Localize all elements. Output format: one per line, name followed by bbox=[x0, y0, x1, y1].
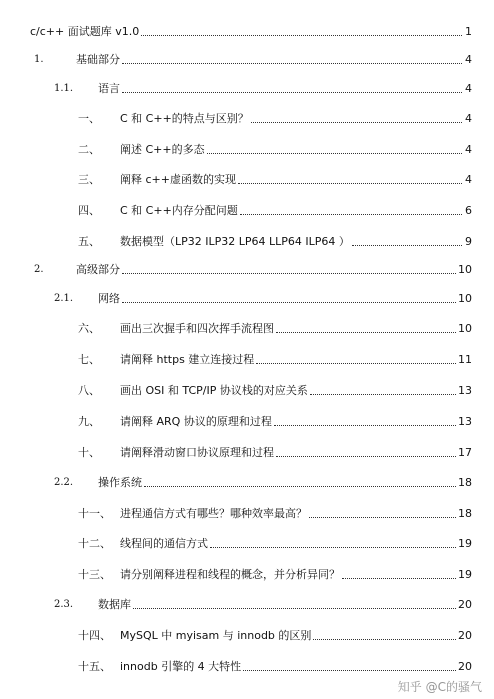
dot-leader bbox=[122, 92, 462, 93]
toc-entry-number: 一、 bbox=[78, 112, 100, 125]
toc-page-number: 19 bbox=[458, 568, 472, 581]
toc-entry-question[interactable] bbox=[78, 235, 472, 249]
toc-entry-text: 操作系统 bbox=[98, 476, 142, 489]
toc-page-number: 6 bbox=[465, 204, 472, 217]
dot-leader bbox=[256, 363, 456, 364]
toc-entry-text: 基础部分 bbox=[76, 53, 120, 66]
toc-page-number: 20 bbox=[458, 598, 472, 611]
toc-entry-number: 四、 bbox=[78, 204, 100, 217]
dot-leader bbox=[342, 578, 456, 579]
dot-leader bbox=[207, 153, 462, 154]
toc-entry-subsection[interactable] bbox=[54, 476, 472, 490]
toc-entry-text: 数据库 bbox=[98, 598, 131, 611]
dot-leader bbox=[276, 456, 456, 457]
toc-page-number: 13 bbox=[458, 384, 472, 397]
toc-entry-number: 八、 bbox=[78, 384, 100, 397]
toc-entry-text: 网络 bbox=[98, 292, 120, 305]
toc-entry-text: c/c++ 面试题库 v1.0 bbox=[30, 25, 140, 38]
toc-page-number: 4 bbox=[465, 173, 472, 186]
toc-entry-text: 请分别阐释进程和线程的概念，并分析异同？ bbox=[120, 568, 340, 581]
toc-entry-number: 十五、 bbox=[78, 660, 111, 673]
toc-entry-text: 阐释 c++虚函数的实现 bbox=[120, 173, 236, 186]
toc-page-number: 19 bbox=[458, 537, 472, 550]
toc-page-number: 18 bbox=[458, 476, 472, 489]
toc-entry-subsection[interactable] bbox=[54, 598, 472, 612]
dot-leader bbox=[238, 183, 462, 184]
toc-entry-number: 十三、 bbox=[78, 568, 111, 581]
dot-leader bbox=[144, 486, 456, 487]
dot-leader bbox=[122, 302, 456, 303]
toc-entry-number: 六、 bbox=[78, 322, 100, 335]
toc-entry-number: 2.1. bbox=[54, 293, 74, 304]
dot-leader bbox=[251, 122, 462, 123]
toc-page-number: 20 bbox=[458, 629, 472, 642]
toc-entry-question[interactable] bbox=[78, 507, 472, 521]
toc-page-number: 4 bbox=[465, 143, 472, 156]
toc-entry-title[interactable] bbox=[30, 25, 472, 39]
toc-entry-number: 五、 bbox=[78, 235, 100, 248]
toc-entry-question[interactable] bbox=[78, 173, 472, 187]
toc-entry-number: 七、 bbox=[78, 353, 100, 366]
toc-entry-text: innodb 引擎的 4 大特性 bbox=[120, 660, 242, 673]
toc-entry-question[interactable] bbox=[78, 537, 472, 551]
dot-leader bbox=[122, 273, 456, 274]
toc-entry-subsection[interactable] bbox=[54, 292, 472, 306]
toc-entry-question[interactable] bbox=[78, 446, 472, 460]
dot-leader bbox=[122, 63, 462, 64]
toc-entry-text: C 和 C++的特点与区别？ bbox=[120, 112, 249, 125]
toc-entry-question[interactable] bbox=[78, 204, 472, 218]
toc-entry-text: 高级部分 bbox=[76, 263, 120, 276]
toc-entry-text: 阐述 C++的多态 bbox=[120, 143, 205, 156]
toc-page-number: 9 bbox=[465, 235, 472, 248]
toc-page-number: 4 bbox=[465, 82, 472, 95]
toc-entry-question[interactable] bbox=[78, 660, 472, 674]
toc-page-number: 20 bbox=[458, 660, 472, 673]
dot-leader bbox=[240, 214, 462, 215]
dot-leader bbox=[276, 332, 456, 333]
toc-entry-number: 二、 bbox=[78, 143, 100, 156]
toc-entry-text: 画出 OSI 和 TCP/IP 协议栈的对应关系 bbox=[120, 384, 308, 397]
dot-leader bbox=[274, 425, 456, 426]
toc-entry-section[interactable] bbox=[34, 263, 472, 277]
watermark: 知乎 @C的骚气 bbox=[397, 680, 482, 694]
toc-entry-text: 画出三次握手和四次挥手流程图 bbox=[120, 322, 274, 335]
toc-entry-number: 1.1. bbox=[54, 83, 74, 94]
toc-entry-text: MySQL 中 myisam 与 innodb 的区别 bbox=[120, 629, 312, 642]
toc-entry-text: 进程通信方式有哪些？哪种效率最高？ bbox=[120, 507, 307, 520]
toc-entry-text: 请阐释滑动窗口协议原理和过程 bbox=[120, 446, 274, 459]
toc-entry-question[interactable] bbox=[78, 322, 472, 336]
toc-entry-subsection[interactable] bbox=[54, 82, 472, 96]
toc-page-number: 10 bbox=[458, 292, 472, 305]
dot-leader bbox=[243, 670, 456, 671]
toc-entry-text: 语言 bbox=[98, 82, 120, 95]
toc-entry-text: 线程间的通信方式 bbox=[120, 537, 208, 550]
toc-entry-number: 十、 bbox=[78, 446, 100, 459]
toc-entry-text: 数据模型（LP32 ILP32 LP64 LLP64 ILP64 ） bbox=[120, 235, 350, 248]
dot-leader bbox=[310, 394, 456, 395]
toc-entry-question[interactable] bbox=[78, 415, 472, 429]
toc-entry-number: 十二、 bbox=[78, 537, 111, 550]
toc-entry-question[interactable] bbox=[78, 568, 472, 582]
toc-entry-text: 请阐释 https 建立连接过程 bbox=[120, 353, 255, 366]
toc-entry-number: 十一、 bbox=[78, 507, 111, 520]
toc-entry-number: 三、 bbox=[78, 173, 100, 186]
toc-entry-number: 2.2. bbox=[54, 477, 74, 488]
toc-entry-text: C 和 C++内存分配问题 bbox=[120, 204, 238, 217]
toc-page-number: 10 bbox=[458, 322, 472, 335]
dot-leader bbox=[309, 517, 456, 518]
dot-leader bbox=[210, 547, 456, 548]
dot-leader bbox=[313, 639, 456, 640]
toc-page-number: 10 bbox=[458, 263, 472, 276]
toc-entry-number: 九、 bbox=[78, 415, 100, 428]
toc-entry-question[interactable] bbox=[78, 629, 472, 643]
toc-entry-section[interactable] bbox=[34, 53, 472, 67]
toc-entry-question[interactable] bbox=[78, 143, 472, 157]
toc-entry-question[interactable] bbox=[78, 112, 472, 126]
dot-leader bbox=[133, 608, 456, 609]
toc-page-number: 17 bbox=[458, 446, 472, 459]
toc-entry-number: 1. bbox=[34, 54, 44, 65]
toc-page-number: 11 bbox=[458, 353, 472, 366]
toc-entry-number: 2.3. bbox=[54, 599, 74, 610]
toc-page-number: 4 bbox=[465, 112, 472, 125]
toc-page-number: 1 bbox=[465, 25, 472, 38]
toc-entry-number: 十四、 bbox=[78, 629, 111, 642]
toc-page-number: 18 bbox=[458, 507, 472, 520]
toc-entry-question[interactable] bbox=[78, 353, 472, 367]
toc-entry-number: 2. bbox=[34, 264, 44, 275]
dot-leader bbox=[352, 245, 462, 246]
toc-entry-text: 请阐释 ARQ 协议的原理和过程 bbox=[120, 415, 272, 428]
toc-entry-question[interactable] bbox=[78, 384, 472, 398]
toc-page-number: 13 bbox=[458, 415, 472, 428]
toc-page-number: 4 bbox=[465, 53, 472, 66]
dot-leader bbox=[141, 35, 462, 36]
